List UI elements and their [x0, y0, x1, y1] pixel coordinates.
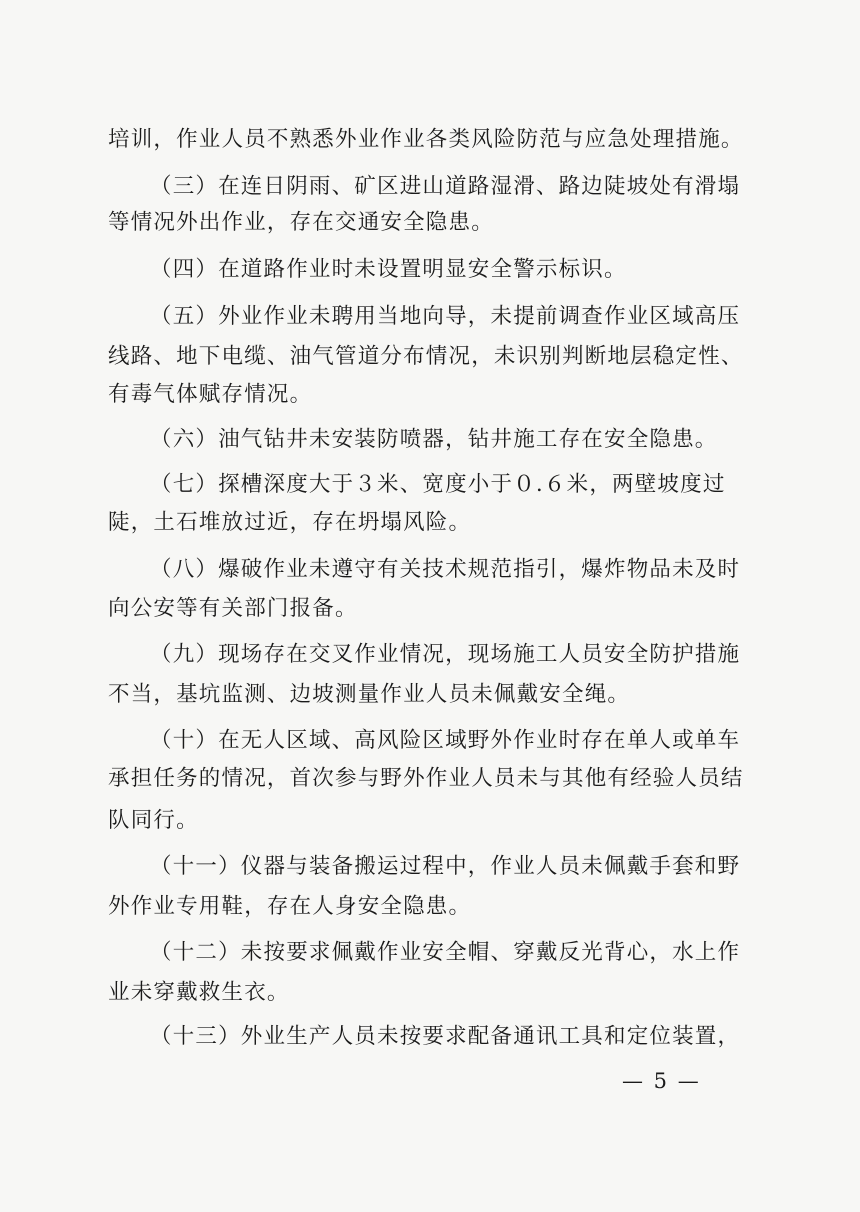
text-line: 有毒气体赋存情况。 [108, 382, 313, 407]
text-line: （七）探槽深度大于３米、宽度小于０.６米，两壁坡度过 [150, 472, 726, 497]
page-number: — 5 — [622, 1069, 701, 1093]
text-line: 线路、地下电缆、油气管道分布情况，未识别判断地层稳定性、 [108, 344, 744, 369]
text-line: （三）在连日阴雨、矿区进山道路湿滑、路边陡坡处有滑塌 [150, 174, 741, 199]
text-line: 不当，基坑监测、边坡测量作业人员未佩戴安全绳。 [108, 682, 631, 707]
text-line: 向公安等有关部门报备。 [108, 596, 358, 621]
text-line: （八）爆破作业未遵守有关技术规范指引，爆炸物品未及时 [150, 557, 741, 582]
text-line: 等情况外出作业，存在交通安全隐患。 [108, 210, 494, 235]
text-line: 培训，作业人员不熟悉外业作业各类风险防范与应急处理措施。 [108, 127, 744, 152]
text-line: （四）在道路作业时未设置明显安全警示标识。 [150, 257, 627, 282]
text-line: 业未穿戴救生衣。 [108, 980, 290, 1005]
text-line: （十三）外业生产人员未按要求配备通讯工具和定位装置， [150, 1024, 741, 1049]
text-line: （十二）未按要求佩戴作业安全帽、穿戴反光背心，水上作 [150, 940, 741, 965]
text-line: （十一）仪器与装备搬运过程中，作业人员未佩戴手套和野 [150, 854, 741, 879]
text-line: （九）现场存在交叉作业情况，现场施工人员安全防护措施 [150, 642, 741, 667]
text-line: 外作业专用鞋，存在人身安全隐患。 [108, 894, 472, 919]
text-line: （六）油气钻井未安装防喷器，钻井施工存在安全隐患。 [150, 427, 718, 452]
text-line: 承担任务的情况，首次参与野外作业人员未与其他有经验人员结 [108, 766, 744, 791]
text-line: （五）外业作业未聘用当地向导，未提前调查作业区域高压 [150, 304, 741, 329]
text-line: 队同行。 [108, 808, 199, 833]
text-line: （十）在无人区域、高风险区域野外作业时存在单人或单车 [150, 728, 741, 753]
text-line: 陡，土石堆放过近，存在坍塌风险。 [108, 510, 472, 535]
